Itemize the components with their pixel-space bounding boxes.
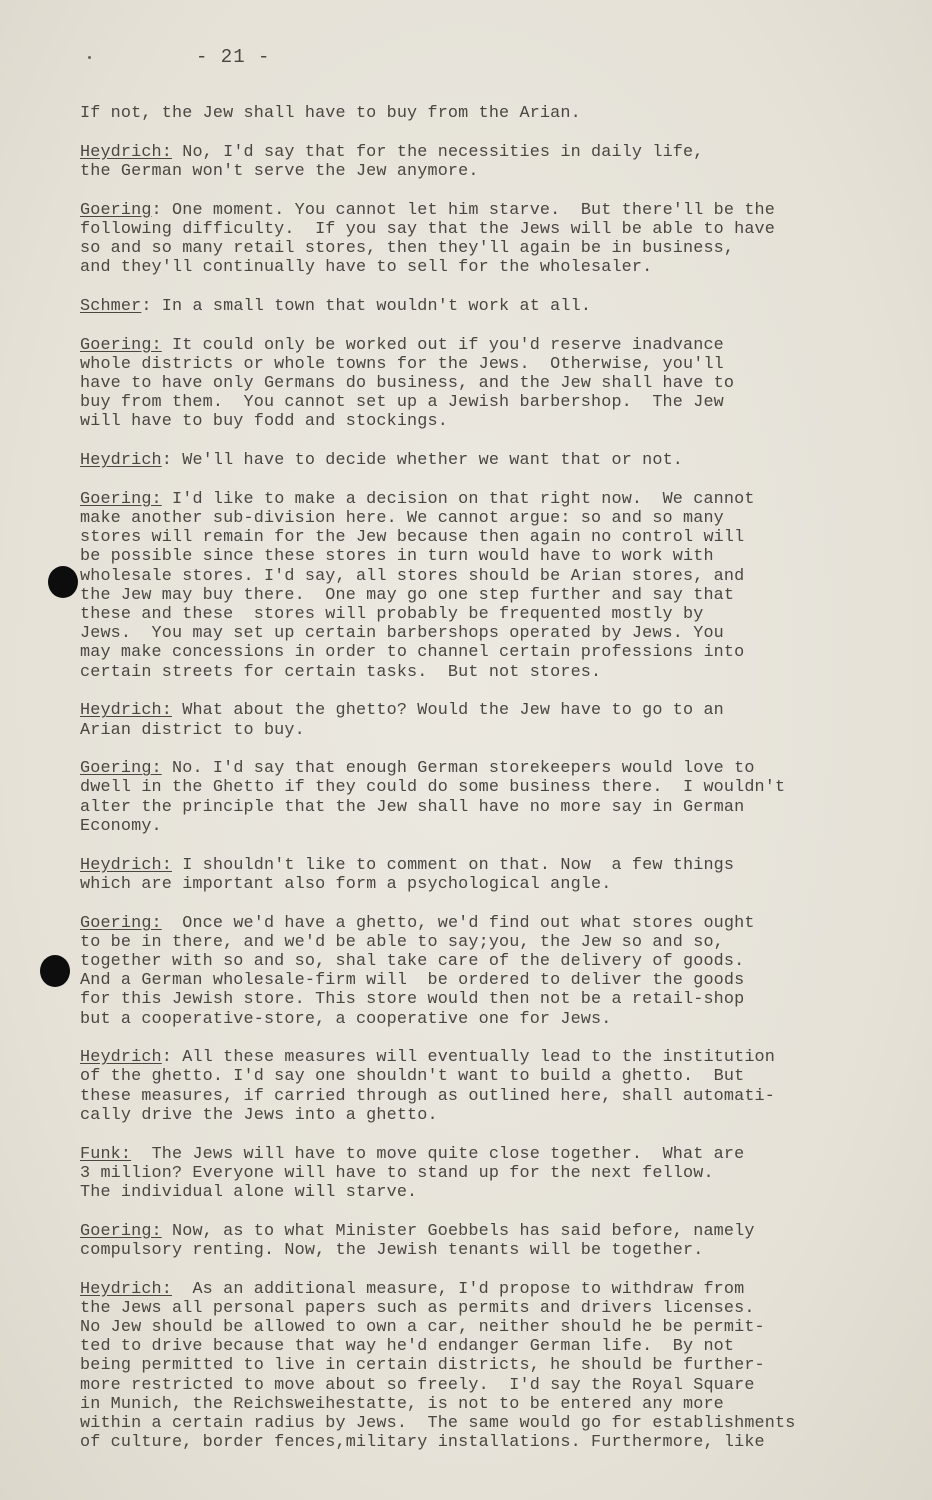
paragraph-text: I shouldn't like to comment on that. Now a few things bbox=[182, 855, 735, 875]
paragraph-line: the German won't serve the Jew anymore. bbox=[80, 161, 479, 181]
paragraph-line: following difficulty. If you say that the Jews will be able to have bbox=[80, 219, 775, 239]
paragraph-text: Now, as to what Minister Goebbels has said before, namely bbox=[172, 1221, 755, 1241]
paragraph-line: will have to buy fodd and stockings. bbox=[80, 412, 448, 432]
paragraph-line: more restricted to move about so freely. I'd say the Royal Square bbox=[80, 1375, 755, 1395]
transcript-paragraph bbox=[80, 297, 880, 316]
paragraph-line: together with so and so, shal take care of the delivery of goods. bbox=[80, 951, 745, 971]
speaker-separator: : bbox=[161, 1048, 183, 1068]
speaker-name: Funk: bbox=[80, 1144, 132, 1164]
speaker-separator bbox=[172, 143, 182, 162]
paragraph-line: stores will remain for the Jew because then again no control will bbox=[80, 528, 745, 548]
paragraph-line: wholesale stores. I'd say, all stores should be Arian stores, and bbox=[80, 566, 745, 586]
paragraph-line: compulsory renting. Now, the Jewish tenants will be together. bbox=[80, 1240, 704, 1260]
paragraph-first-line bbox=[80, 451, 880, 470]
transcript-paragraph bbox=[80, 914, 880, 1029]
paragraph-text: If not, the Jew shall have to buy from the Arian. bbox=[80, 104, 581, 123]
speaker-separator bbox=[162, 759, 172, 778]
paragraph-text: We'll have to decide whether we want that or not. bbox=[182, 451, 684, 471]
speaker-separator bbox=[172, 856, 182, 875]
speaker-name: Heydrich: bbox=[80, 1279, 172, 1299]
speaker-name: Goering: bbox=[80, 913, 162, 933]
transcript-paragraph bbox=[80, 336, 880, 432]
paragraph-line: and they'll continually have to sell for the wholesaler. bbox=[80, 258, 653, 278]
paragraph-text: I'd like to make a decision on that right now. We cannot bbox=[172, 489, 755, 509]
paragraph-first-line bbox=[80, 297, 880, 316]
speaker-name: Goering: bbox=[80, 489, 162, 509]
paragraph-line: for this Jewish store. This store would then not be a retail-shop bbox=[80, 990, 745, 1010]
speaker-separator bbox=[162, 490, 172, 509]
paragraph-first-line bbox=[80, 201, 880, 220]
speaker-name: Heydrich bbox=[80, 451, 162, 471]
paragraph-text: Once we'd have a ghetto, we'd find out what stores ought bbox=[182, 913, 755, 933]
paragraph-first-line bbox=[80, 143, 880, 162]
transcript-paragraph bbox=[80, 143, 880, 181]
speaker-name: Goering bbox=[80, 200, 152, 220]
speaker-name: Heydrich: bbox=[80, 142, 172, 162]
punch-hole bbox=[40, 955, 70, 987]
paragraph-line: Economy. bbox=[80, 816, 162, 836]
transcript-body bbox=[80, 104, 880, 1472]
paragraph-line: of the ghetto. I'd say one shouldn't want to build a ghetto. But bbox=[80, 1067, 745, 1087]
speaker-separator bbox=[172, 1280, 192, 1299]
transcript-paragraph bbox=[80, 104, 880, 123]
speaker-name: Goering: bbox=[80, 335, 162, 355]
paragraph-text: No, I'd say that for the necessities in daily life, bbox=[182, 142, 704, 162]
transcript-paragraph bbox=[80, 490, 880, 682]
speaker-name: Heydrich: bbox=[80, 855, 172, 875]
paragraph-line: the Jew may buy there. One may go one step further and say that bbox=[80, 585, 735, 605]
transcript-paragraph bbox=[80, 1145, 880, 1203]
speaker-separator: : bbox=[161, 451, 183, 471]
paragraph-first-line bbox=[80, 1280, 880, 1299]
paragraph-text: All these measures will eventually lead to the institution bbox=[182, 1048, 776, 1068]
paragraph-line: so and so many retail stores, then they'll again be in business, bbox=[80, 239, 735, 259]
paragraph-line: to be in there, and we'd be able to say;you, the Jew so and so, bbox=[80, 932, 724, 952]
paragraph-line: buy from them. You cannot set up a Jewish barbershop. The Jew bbox=[80, 393, 724, 413]
speaker-separator bbox=[162, 336, 172, 355]
paragraph-first-line bbox=[80, 701, 880, 720]
paragraph-line: And a German wholesale-firm will be ordered to deliver the goods bbox=[80, 971, 745, 991]
speaker-name: Heydrich: bbox=[80, 701, 172, 721]
speaker-name: Goering: bbox=[80, 1221, 162, 1241]
paragraph-text: What about the ghetto? Would the Jew have to go to an bbox=[182, 701, 724, 721]
paragraph-line: cally drive the Jews into a ghetto. bbox=[80, 1105, 438, 1125]
paragraph-text: It could only be worked out if you'd reserve inadvance bbox=[172, 335, 724, 355]
speaker-separator bbox=[162, 914, 182, 933]
transcript-paragraph bbox=[80, 1048, 880, 1125]
paragraph-text: No. I'd say that enough German storekeepers would love to bbox=[172, 759, 755, 779]
paragraph-line: may make concessions in order to channel certain professions into bbox=[80, 643, 745, 663]
paragraph-line: be possible since these stores in turn would have to work with bbox=[80, 547, 714, 567]
speaker-separator: : bbox=[151, 200, 172, 220]
paragraph-line: being permitted to live in certain districts, he should be further- bbox=[80, 1356, 765, 1376]
paragraph-text: As an additional measure, I'd propose to withdraw from bbox=[192, 1279, 745, 1299]
paragraph-line: these and these stores will probably be frequented mostly by bbox=[80, 605, 704, 625]
paragraph-line: of culture, border fences,military installations. Furthermore, like bbox=[80, 1433, 765, 1453]
paragraph-line: these measures, if carried through as outlined here, shall automati- bbox=[80, 1086, 775, 1106]
speaker-name: Goering: bbox=[80, 759, 162, 779]
transcript-paragraph bbox=[80, 1222, 880, 1260]
paragraph-line: have to have only Germans do business, and the Jew shall have to bbox=[80, 374, 735, 394]
speaker-name: Heydrich bbox=[80, 1048, 162, 1068]
speaker-separator bbox=[131, 1145, 151, 1164]
paragraph-text: In a small town that wouldn't work at all. bbox=[161, 296, 592, 316]
paragraph-first-line bbox=[80, 336, 880, 355]
speaker-separator bbox=[172, 701, 182, 720]
paragraph-first-line bbox=[80, 1048, 880, 1067]
paragraph-line: Jews. You may set up certain barbershops operated by Jews. You bbox=[80, 624, 724, 644]
paragraph-line: certain streets for certain tasks. But not stores. bbox=[80, 662, 602, 682]
transcript-paragraph bbox=[80, 856, 880, 894]
speaker-name: Schmer bbox=[80, 296, 142, 316]
paragraph-first-line bbox=[80, 1145, 880, 1164]
paragraph-first-line bbox=[80, 856, 880, 875]
punch-hole bbox=[48, 566, 78, 598]
paragraph-first-line bbox=[80, 104, 880, 123]
transcript-paragraph bbox=[80, 451, 880, 470]
paragraph-first-line bbox=[80, 490, 880, 509]
paragraph-line: within a certain radius by Jews. The same would go for establishments bbox=[80, 1413, 796, 1433]
transcript-paragraph bbox=[80, 701, 880, 739]
transcript-paragraph bbox=[80, 759, 880, 836]
speaker-separator: : bbox=[141, 296, 162, 316]
paragraph-line: whole districts or whole towns for the Jews. Otherwise, you'll bbox=[80, 354, 724, 374]
paragraph-line: 3 million? Everyone will have to stand up for the next fellow. bbox=[80, 1163, 714, 1183]
paragraph-line: No Jew should be allowed to own a car, neither should he be permit- bbox=[80, 1317, 765, 1337]
paragraph-text: The Jews will have to move quite close together. What are bbox=[151, 1144, 745, 1164]
transcript-paragraph bbox=[80, 201, 880, 278]
transcript-paragraph bbox=[80, 1280, 880, 1453]
paragraph-line: alter the principle that the Jew shall have no more say in German bbox=[80, 797, 745, 817]
paragraph-line: make another sub-division here. We cannot argue: so and so many bbox=[80, 509, 724, 529]
paragraph-line: Arian district to buy. bbox=[80, 720, 305, 740]
stray-mark bbox=[88, 56, 91, 59]
paragraph-first-line bbox=[80, 759, 880, 778]
paragraph-first-line bbox=[80, 914, 880, 933]
paragraph-line: dwell in the Ghetto if they could do some business there. I wouldn't bbox=[80, 778, 786, 798]
paragraph-line: which are important also form a psychological angle. bbox=[80, 874, 612, 894]
page-number: - 21 - bbox=[196, 46, 271, 68]
paragraph-line: but a cooperative-store, a cooperative one for Jews. bbox=[80, 1009, 612, 1029]
paragraph-line: The individual alone will starve. bbox=[80, 1182, 418, 1202]
paragraph-line: the Jews all personal papers such as permits and drivers licenses. bbox=[80, 1298, 755, 1318]
paragraph-text: One moment. You cannot let him starve. But there'll be the bbox=[172, 200, 776, 220]
speaker-separator bbox=[162, 1222, 172, 1241]
paragraph-line: ted to drive because that way he'd endanger German life. By not bbox=[80, 1337, 735, 1357]
paragraph-first-line bbox=[80, 1222, 880, 1241]
paragraph-line: in Munich, the Reichsweihestatte, is not to be entered any more bbox=[80, 1394, 724, 1414]
